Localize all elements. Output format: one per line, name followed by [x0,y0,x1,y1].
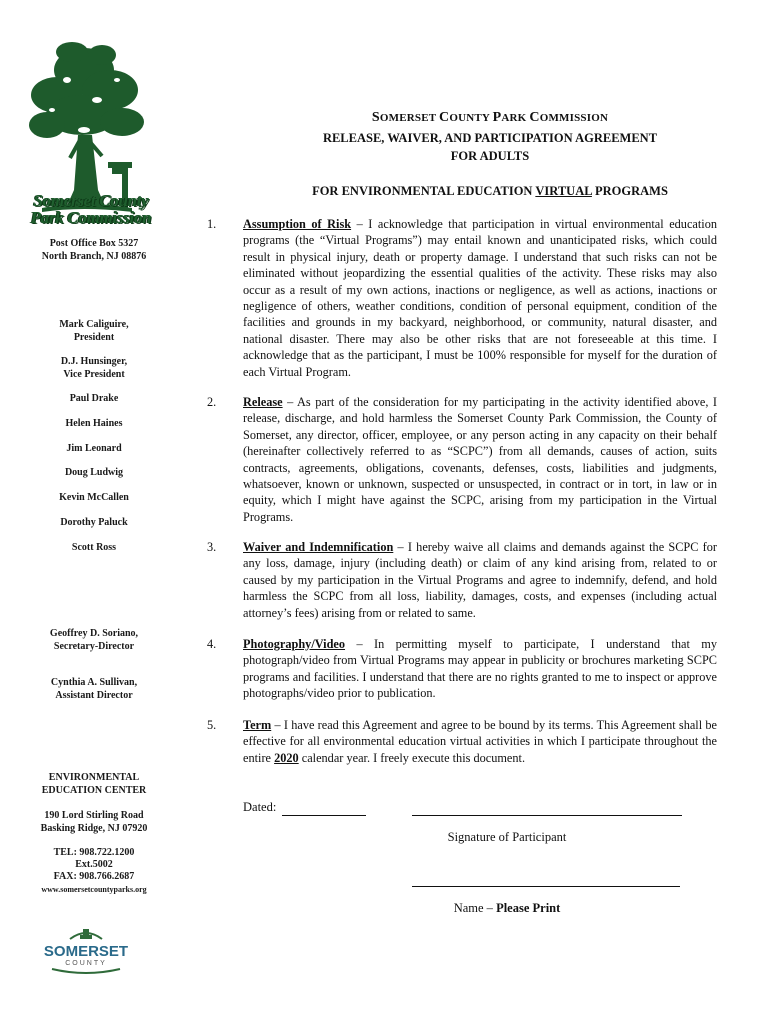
commissioner-name: Paul Drake [69,393,119,404]
signature-label: Signature of Participant [447,830,567,844]
commissioner-name: Kevin McCallen [59,492,129,503]
clause-heading: Photography/Video [243,637,346,651]
somerset-county-logo [42,925,130,975]
clause-text: Assumption of Risk – I acknowledge that participation in virtual environmental education programs (the “Virtual Programs”) may entail known and unanticipated risks, which could result in physical injury, death or property damage. I understand that such risks can not be eliminated without jeopardizing the essential qualities of the activity. These risks may also occur as a result of my own actions, inactions or negligence, as well as actions, inactions or negligence of others, weather conditions, condition of personal equipment, condition of the facilities and grounds in my backyard, neighborhood, or community, natural disaster, and national disaster. There may also be other risks that are not foreseeable at this time. I acknowledge that as the participant, I must be 100% responsible for myself for the duration of each Virtual Program. [243,217,718,379]
center-name-line1: ENVIRONMENTAL [48,772,140,783]
center-name-line2: EDUCATION CENTER [41,785,147,796]
signature-field[interactable] [412,815,682,816]
address-line-2: North Branch, NJ 08876 [41,251,147,262]
director-name: Cynthia A. Sullivan, [50,677,138,688]
clause-heading: Release [243,395,283,409]
website-link[interactable]: www.somersetcountyparks.org [41,885,147,894]
officer-name: D.J. Hunsinger, [60,356,128,367]
printed-name-label: Name – Please Print [453,901,561,915]
officer-title: President [73,332,115,343]
officer-name: Mark Caliguire, [59,319,129,330]
bottom-logo-word2: COUNTY [65,960,107,967]
agreement-year: 2020 [274,750,299,765]
officer-title: Vice President [63,369,125,380]
logo-wordmark-line1: Somerset County [33,191,149,210]
address-line-1: Post Office Box 5327 [49,238,139,249]
dated-label: Dated: [243,800,277,814]
center-address-line1: 190 Lord Stirling Road [44,810,144,821]
commissioner-name: Doug Ludwig [64,467,124,478]
document-subtitle: FOR ADULTS [450,149,530,163]
center-phone: TEL: 908.722.1200 [53,847,135,858]
document-title: RELEASE, WAIVER, AND PARTICIPATION AGREEMENT [322,131,658,145]
clause-number: 2. [207,395,217,409]
commissioner-name: Jim Leonard [66,443,122,454]
clause-text: Release – As part of the consideration for my participating in the activity identified above, I release, discharge, and hold harmless the Somerset County Park Commission, the County of Somerset, any director, officer, employee, or any person acting in any capacity on their behalf (hereinafter collectively referred to as “SCPC”) from all demands, causes of action, suits contracts, agreements, obligations, covenants, defenses, costs, liabilities and judgments, whatsoever, known or unknown, suspected or unsuspected, in contract or in tort, in law or in equity, which I might have against the SCPC, arising from my participation in the Virtual Programs. [243,395,717,524]
clause-text: Photography/Video – In permitting myself to participate, I understand that my photograph/video from Virtual Programs may appear in publicity or brochures marketing SCPC programs and facilities. I understand that there are no rights granted to me to inspect or approve photographs/video prior to publication. [243,637,717,701]
clause-number: 1. [207,217,217,231]
sidebar [0,0,178,1024]
clause-number: 4. [207,637,217,651]
logo-wordmark-line2: Park Commission [30,208,152,227]
organization-title: SOMERSET COUNTY PARK COMMISSION [371,110,609,125]
center-address-line2: Basking Ridge, NJ 07920 [40,823,148,834]
clause-heading: Term [243,718,272,732]
program-heading: FOR ENVIRONMENTAL EDUCATION VIRTUAL PROGRAMS [312,184,668,198]
clause-heading: Assumption of Risk [243,217,352,231]
director-title: Assistant Director [55,690,133,701]
center-fax: FAX: 908.766.2687 [53,871,135,882]
commissioner-name: Scott Ross [71,542,117,553]
clause-text: Term – I have read this Agreement and agree to be bound by its terms. This Agreement shall be effective for all environmental education virtual activities in which I participate throughout the entire 2020 calendar year. I freely execute this document. [243,718,717,765]
logo-wordmark [26,192,156,226]
director-title: Secretary-Director [53,641,135,652]
clause-number: 5. [207,718,217,732]
printed-name-field[interactable] [412,886,680,887]
clause-heading: Waiver and Indemnification [243,540,394,554]
date-field[interactable] [282,815,366,816]
commissioner-name: Dorothy Paluck [60,517,128,528]
clause-number: 3. [207,540,217,554]
director-name: Geoffrey D. Soriano, [49,628,139,639]
clause-text: Waiver and Indemnification – I hereby waive all claims and demands against the SCPC for any loss, damage, injury (including death) or claim of any kind arising from, related to or caused by my participation in the Virtual Programs and agree to indemnify, defend, and hold harmless the SCPC from all loss, liability, damages, costs, and expenses (including actual attorney’s fees) arising from or related to same. [243,540,717,620]
center-extension: Ext.5002 [75,859,113,870]
commissioner-name: Helen Haines [65,418,123,429]
bottom-logo-word1: SOMERSET [43,943,129,960]
